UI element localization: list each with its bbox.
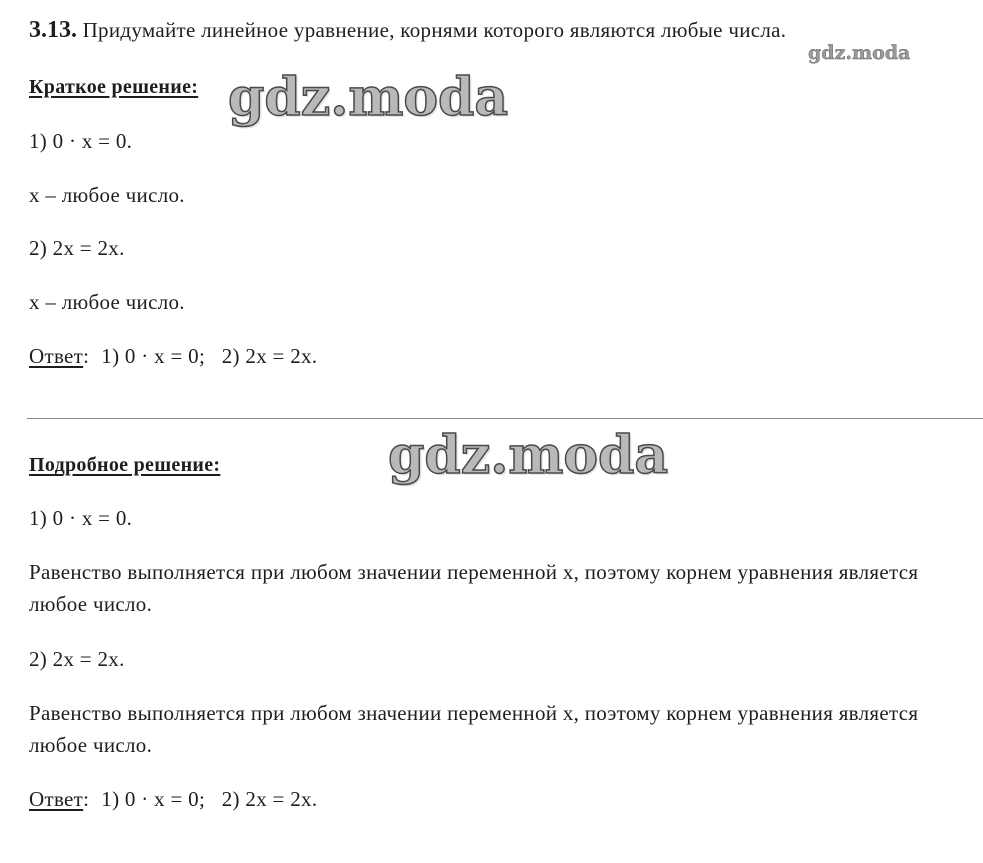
detailed-answer <box>29 789 317 810</box>
short-line-4: x – любое число. <box>29 290 185 314</box>
section-divider <box>27 418 983 419</box>
task-statement <box>29 18 786 42</box>
detailed-line-1: 1) 0 · x = 0. <box>29 506 133 530</box>
detailed-answer-value: 1) 0 · x = 0; 2) 2x = 2x. <box>101 787 318 811</box>
short-line-3: 2) 2x = 2x. <box>29 236 125 260</box>
short-answer-separator: : <box>83 344 90 368</box>
short-answer <box>29 346 317 367</box>
short-line-1: 1) 0 · x = 0. <box>29 129 133 153</box>
detailed-line-2: 2) 2x = 2x. <box>29 647 125 671</box>
task-number: 3.13. <box>29 17 77 43</box>
task-text: Придумайте линейное уравнение, корнями которого являются любые числа. <box>82 18 787 42</box>
detailed-solution-heading: Подробное решение: <box>29 454 221 476</box>
watermark-large-middle: gdz.moda <box>388 425 669 486</box>
detailed-paragraph-1: Равенство выполняется при любом значении переменной x, поэтому корнем уравнения является любое число. <box>29 560 919 616</box>
watermark-large-top: gdz.moda <box>228 67 509 128</box>
short-answer-label: Ответ <box>29 344 84 368</box>
watermark-small: gdz.moda <box>808 42 911 64</box>
detailed-paragraph-2: Равенство выполняется при любом значении переменной x, поэтому корнем уравнения является любое число. <box>29 701 919 757</box>
detailed-answer-separator: : <box>83 787 90 811</box>
short-line-2: x – любое число. <box>29 183 185 207</box>
detailed-answer-label: Ответ <box>29 787 84 811</box>
short-solution-heading: Краткое решение: <box>29 76 199 98</box>
short-answer-value: 1) 0 · x = 0; 2) 2x = 2x. <box>101 344 318 368</box>
